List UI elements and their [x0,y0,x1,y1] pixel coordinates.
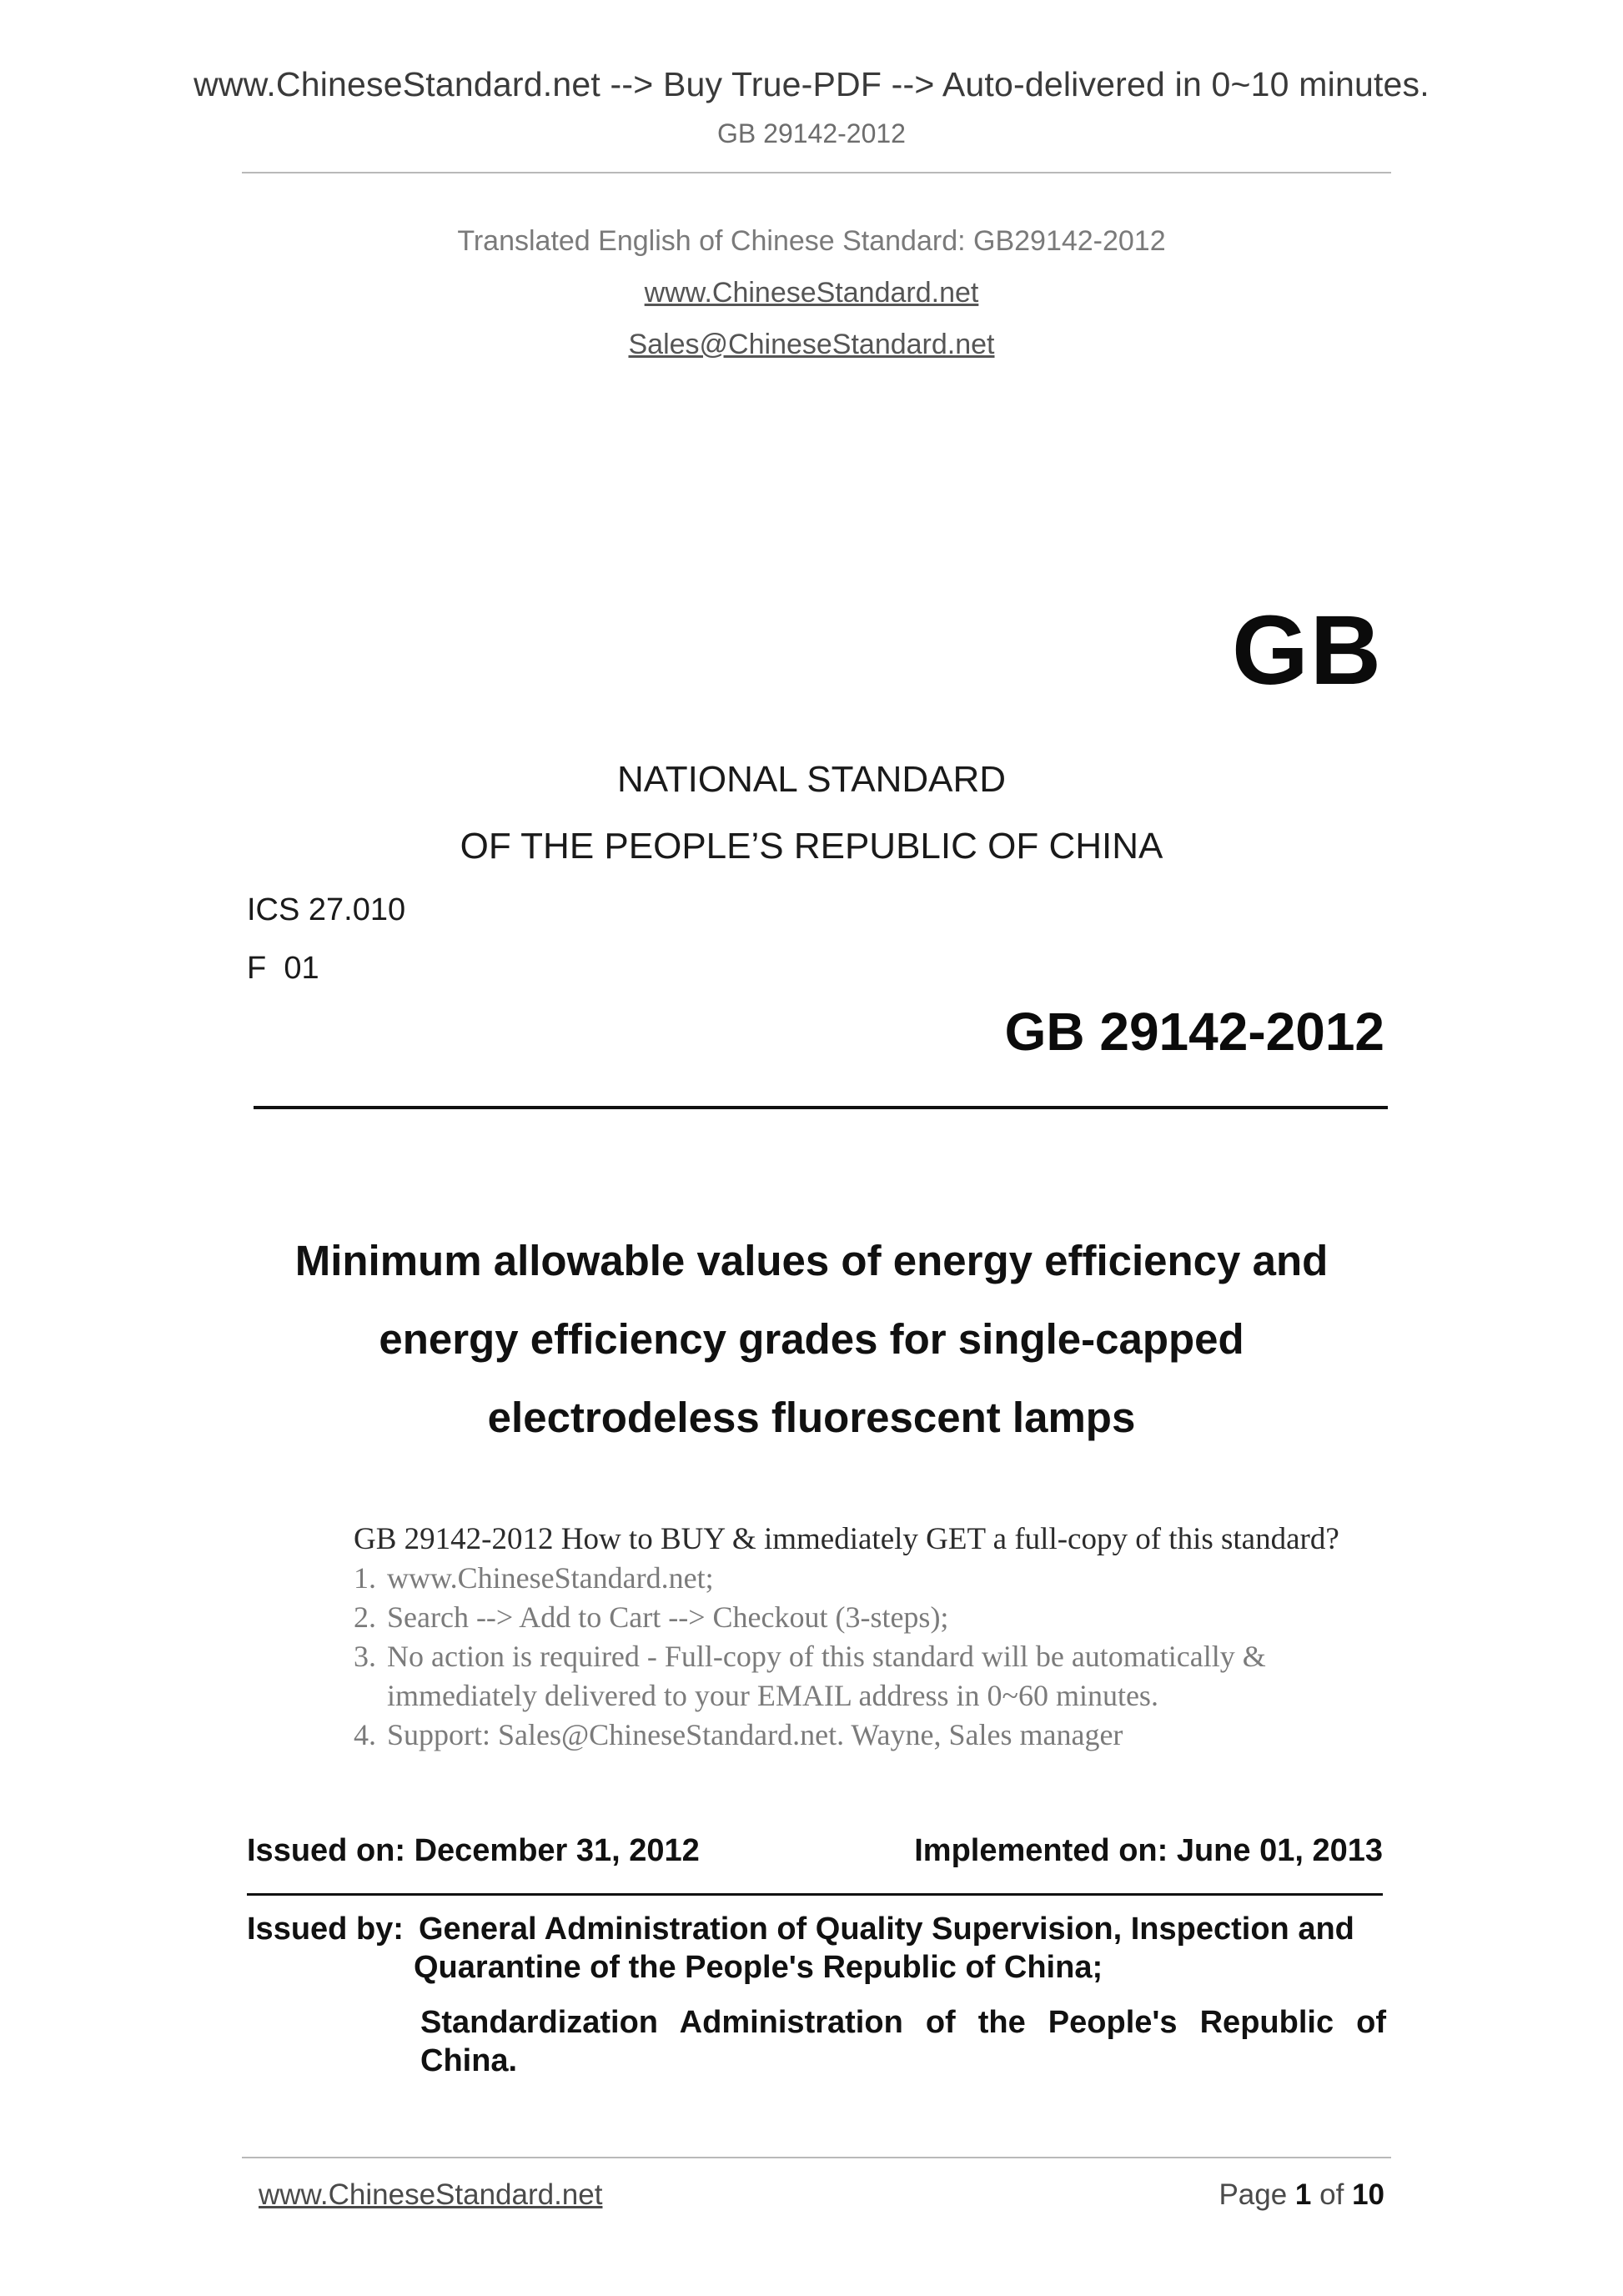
buy-step-4 [354,1716,1388,1755]
website-link[interactable]: www.ChineseStandard.net [644,277,979,309]
step-text: www.ChineseStandard.net; [387,1561,714,1595]
translated-notice: Translated English of Chinese Standard: GB29142-2012 [457,225,1166,257]
page-indicator [1219,2178,1384,2212]
issued-by-block [247,1910,1386,1987]
ics-code: ICS 27.010 [247,892,406,927]
buy-step-2 [354,1598,1388,1637]
footer-website-link[interactable]: www.ChineseStandard.net [259,2178,603,2211]
step-number: 2. [354,1600,376,1634]
buy-step-3-continued: immediately delivered to your EMAIL address in 0~60 minutes. [387,1679,1158,1712]
title-line-3: electrodeless fluorescent lamps [487,1394,1136,1441]
step-number: 3. [354,1640,376,1673]
issued-by-label: Issued by: [247,1912,404,1947]
title-line-2: energy efficiency grades for single-capped [379,1315,1244,1363]
page-current: 1 [1294,2178,1312,2211]
standard-number-rule [254,1106,1388,1109]
national-standard-line1: NATIONAL STANDARD [616,759,1007,800]
standard-number: GB 29142-2012 [1004,1002,1384,1062]
implemented-on-date: Implemented on: June 01, 2013 [914,1833,1383,1868]
page-prefix: Page [1219,2178,1288,2211]
f-code: F 01 [247,951,319,986]
national-standard-line2: OF THE PEOPLE’S REPUBLIC OF CHINA [460,826,1163,867]
issuer-primary-line2: Quarantine of the People's Republic of China; [414,1950,1103,1985]
step-text: Search --> Add to Cart --> Checkout (3-steps); [387,1600,949,1634]
buy-step-1 [354,1559,1388,1598]
header-divider [242,172,1391,173]
buy-instructions [354,1520,1388,1755]
issuer-primary-line1: General Administration of Quality Supervision, Inspection and [419,1912,1354,1947]
buy-heading: GB 29142-2012 How to BUY & immediately GET a full-copy of this standard? [354,1522,1339,1556]
issued-on-date: Issued on: December 31, 2012 [247,1833,700,1868]
step-text: No action is required - Full-copy of this standard will be automatically & [387,1640,1266,1673]
page-total: 10 [1352,2178,1384,2211]
website-line [0,277,1623,309]
step-number: 1. [354,1561,376,1595]
email-line [0,329,1623,361]
page-of: of [1319,2178,1344,2211]
gb-mark: GB [1232,595,1383,706]
title-line-1: Minimum allowable values of energy efficiency and [294,1237,1329,1284]
top-banner: www.ChineseStandard.net --> Buy True-PDF --> Auto-delivered in 0~10 minutes. [193,65,1430,103]
buy-step-3 [354,1637,1388,1676]
step-text: Support: Sales@ChineseStandard.net. Wayne, Sales manager [387,1718,1123,1751]
dates-divider [247,1893,1383,1896]
issuer-secondary: Standardization Administration of the People's Republic of China. [420,2005,1386,2078]
step-number: 4. [354,1718,376,1751]
footer-divider [242,2157,1391,2158]
header-standard-code: GB 29142-2012 [717,118,906,148]
email-link[interactable]: Sales@ChineseStandard.net [628,329,995,360]
